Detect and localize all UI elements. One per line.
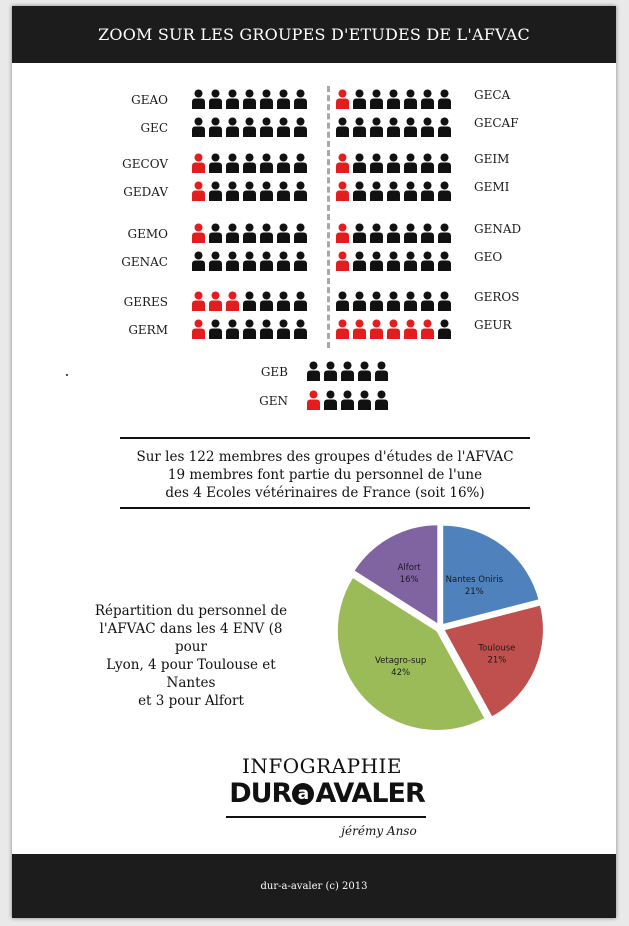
- person-icon: [208, 319, 223, 339]
- group-label-gecaf: GECAF: [474, 116, 519, 130]
- group-label-geb: GEB: [260, 365, 288, 379]
- person-icon: [420, 89, 435, 109]
- person-icon: [242, 319, 257, 339]
- person-icon: [403, 223, 418, 243]
- person-icon: [340, 390, 355, 410]
- brand-logo: [222, 778, 432, 809]
- person-icon: [386, 181, 401, 201]
- group-label-geros: GEROS: [474, 290, 520, 304]
- person-icon: [242, 223, 257, 243]
- summary-line-1: Sur les 122 membres des groupes d'études de l'AFVAC: [136, 449, 514, 465]
- person-icon: [420, 291, 435, 311]
- person-icon: [225, 117, 240, 137]
- repartition-line-2: l'AFVAC dans les 4 ENV (8 pour: [99, 621, 283, 655]
- group-label-geres: GERES: [123, 295, 168, 309]
- icon-row-geim: [335, 153, 454, 173]
- person-icon: [374, 361, 389, 381]
- icon-row-geao: [191, 89, 310, 109]
- person-icon: [242, 251, 257, 271]
- person-icon: [293, 153, 308, 173]
- icon-row-gec: [191, 117, 310, 137]
- group-label-geim: GEIM: [474, 152, 510, 166]
- person-icon: [369, 291, 384, 311]
- person-icon: [276, 117, 291, 137]
- person-icon: [437, 319, 452, 339]
- person-icon: [335, 319, 350, 339]
- person-icon: [420, 319, 435, 339]
- person-icon: [357, 390, 372, 410]
- person-icon: [437, 153, 452, 173]
- person-icon: [403, 291, 418, 311]
- person-icon: [191, 319, 206, 339]
- group-label-geur: GEUR: [474, 318, 512, 332]
- person-icon: [420, 223, 435, 243]
- group-label-gecov: GECOV: [122, 157, 168, 171]
- person-icon: [276, 89, 291, 109]
- person-icon: [259, 153, 274, 173]
- infographie-title: INFOGRAPHIE: [241, 754, 403, 778]
- person-icon: [369, 153, 384, 173]
- person-icon: [335, 251, 350, 271]
- infographic-card: [12, 6, 616, 918]
- pie-chart: [330, 518, 562, 740]
- person-icon: [335, 291, 350, 311]
- person-icon: [369, 319, 384, 339]
- person-icon: [420, 181, 435, 201]
- brand-a-badge: a: [292, 783, 314, 805]
- person-icon: [437, 291, 452, 311]
- person-icon: [369, 117, 384, 137]
- person-icon: [335, 181, 350, 201]
- person-icon: [437, 181, 452, 201]
- person-icon: [335, 89, 350, 109]
- group-label-gec: GEC: [140, 121, 168, 135]
- person-icon: [242, 291, 257, 311]
- icon-row-geres: [191, 291, 310, 311]
- pie-label-value: 16%: [399, 574, 419, 585]
- person-icon: [386, 153, 401, 173]
- icon-row-genac: [191, 251, 310, 271]
- person-icon: [191, 291, 206, 311]
- person-icon: [403, 117, 418, 137]
- icon-row-geros: [335, 291, 454, 311]
- person-icon: [191, 153, 206, 173]
- person-icon: [259, 319, 274, 339]
- person-icon: [437, 251, 452, 271]
- person-icon: [352, 251, 367, 271]
- icon-row-geo: [335, 251, 454, 271]
- page-title-text: ZOOM SUR LES GROUPES D'ETUDES DE L'AFVAC: [98, 25, 530, 44]
- person-icon: [386, 251, 401, 271]
- group-label-germ: GERM: [128, 323, 168, 337]
- summary-line-3: des 4 Ecoles vétérinaires de France (soit 16%): [165, 485, 485, 501]
- person-icon: [335, 153, 350, 173]
- icon-row-geur: [335, 319, 454, 339]
- person-icon: [335, 117, 350, 137]
- person-icon: [386, 223, 401, 243]
- person-icon: [259, 89, 274, 109]
- person-icon: [437, 117, 452, 137]
- dashed-divider: [327, 86, 330, 348]
- person-icon: [403, 89, 418, 109]
- person-icon: [352, 181, 367, 201]
- person-icon: [208, 117, 223, 137]
- person-icon: [191, 223, 206, 243]
- icon-row-gedav: [191, 181, 310, 201]
- person-icon: [437, 89, 452, 109]
- page-title: [12, 6, 616, 63]
- person-icon: [323, 390, 338, 410]
- person-icon: [208, 223, 223, 243]
- person-icon: [276, 291, 291, 311]
- author-signature: jérémy Anso: [341, 824, 417, 838]
- person-icon: [276, 181, 291, 201]
- icon-row-germ: [191, 319, 310, 339]
- group-label-genac: GENAC: [121, 255, 168, 269]
- person-icon: [386, 291, 401, 311]
- person-icon: [403, 181, 418, 201]
- person-icon: [293, 223, 308, 243]
- person-icon: [293, 319, 308, 339]
- person-icon: [259, 223, 274, 243]
- person-icon: [386, 117, 401, 137]
- group-label-gedav: GEDAV: [123, 185, 168, 199]
- person-icon: [208, 251, 223, 271]
- brand-underline: [226, 816, 426, 818]
- pie-label-name: Vetagro-sup: [375, 655, 427, 666]
- pie-label-value: 42%: [391, 667, 411, 678]
- group-label-geca: GECA: [474, 88, 511, 102]
- pie-label-value: 21%: [464, 586, 484, 597]
- person-icon: [403, 319, 418, 339]
- person-icon: [374, 390, 389, 410]
- person-icon: [242, 89, 257, 109]
- person-icon: [225, 251, 240, 271]
- icon-row-gen: [306, 390, 391, 410]
- person-icon: [293, 181, 308, 201]
- person-icon: [352, 117, 367, 137]
- person-icon: [259, 291, 274, 311]
- pie-label-value: 21%: [487, 655, 507, 666]
- pie-label-name: Toulouse: [478, 643, 516, 654]
- person-icon: [420, 153, 435, 173]
- person-icon: [191, 251, 206, 271]
- person-icon: [293, 291, 308, 311]
- person-icon: [191, 117, 206, 137]
- person-icon: [259, 117, 274, 137]
- repartition-line-3: Lyon, 4 pour Toulouse et Nantes: [106, 657, 276, 691]
- person-icon: [306, 361, 321, 381]
- person-icon: [208, 153, 223, 173]
- person-icon: [369, 223, 384, 243]
- summary-box: [120, 437, 530, 509]
- person-icon: [276, 223, 291, 243]
- group-label-gemo: GEMO: [127, 227, 168, 241]
- icon-row-gecov: [191, 153, 310, 173]
- person-icon: [276, 153, 291, 173]
- person-icon: [276, 251, 291, 271]
- person-icon: [259, 251, 274, 271]
- person-icon: [335, 223, 350, 243]
- person-icon: [208, 89, 223, 109]
- icon-row-gecaf: [335, 117, 454, 137]
- person-icon: [208, 291, 223, 311]
- person-icon: [242, 117, 257, 137]
- brand-right: AVALER: [315, 778, 425, 809]
- pie-label-name: Alfort: [397, 562, 421, 573]
- repartition-line-1: Répartition du personnel de: [94, 603, 288, 619]
- person-icon: [352, 89, 367, 109]
- group-label-gemi: GEMI: [474, 180, 510, 194]
- person-icon: [420, 251, 435, 271]
- person-icon: [403, 153, 418, 173]
- person-icon: [242, 153, 257, 173]
- person-icon: [306, 390, 321, 410]
- summary-line-2: 19 membres font partie du personnel de l'une: [167, 467, 483, 483]
- group-label-geo: GEO: [474, 250, 503, 264]
- person-icon: [225, 181, 240, 201]
- person-icon: [437, 223, 452, 243]
- pie-label-name: Nantes Oniris: [445, 574, 504, 585]
- icon-row-gemi: [335, 181, 454, 201]
- icon-row-gemo: [191, 223, 310, 243]
- person-icon: [352, 223, 367, 243]
- person-icon: [340, 361, 355, 381]
- person-icon: [225, 223, 240, 243]
- footer-text: dur-a-avaler (c) 2013: [260, 880, 368, 892]
- person-icon: [352, 319, 367, 339]
- person-icon: [357, 361, 372, 381]
- person-icon: [403, 251, 418, 271]
- person-icon: [386, 89, 401, 109]
- person-icon: [293, 251, 308, 271]
- person-icon: [323, 361, 338, 381]
- person-icon: [225, 319, 240, 339]
- brand-left: DUR: [229, 778, 292, 809]
- person-icon: [293, 89, 308, 109]
- person-icon: [352, 291, 367, 311]
- person-icon: [191, 89, 206, 109]
- person-icon: [293, 117, 308, 137]
- stray-dot: [66, 374, 68, 376]
- footer: [12, 854, 616, 918]
- person-icon: [191, 181, 206, 201]
- person-icon: [225, 89, 240, 109]
- person-icon: [369, 251, 384, 271]
- repartition-line-4: et 3 pour Alfort: [138, 693, 244, 709]
- person-icon: [369, 89, 384, 109]
- repartition-text: [82, 602, 300, 710]
- person-icon: [352, 153, 367, 173]
- person-icon: [259, 181, 274, 201]
- person-icon: [369, 181, 384, 201]
- icon-row-genad: [335, 223, 454, 243]
- person-icon: [386, 319, 401, 339]
- group-label-genad: GENAD: [474, 222, 522, 236]
- person-icon: [276, 319, 291, 339]
- person-icon: [242, 181, 257, 201]
- person-icon: [225, 291, 240, 311]
- group-label-geao: GEAO: [131, 93, 168, 107]
- icon-row-geb: [306, 361, 391, 381]
- person-icon: [420, 117, 435, 137]
- person-icon: [208, 181, 223, 201]
- person-icon: [225, 153, 240, 173]
- icon-row-geca: [335, 89, 454, 109]
- group-label-gen: GEN: [259, 394, 288, 408]
